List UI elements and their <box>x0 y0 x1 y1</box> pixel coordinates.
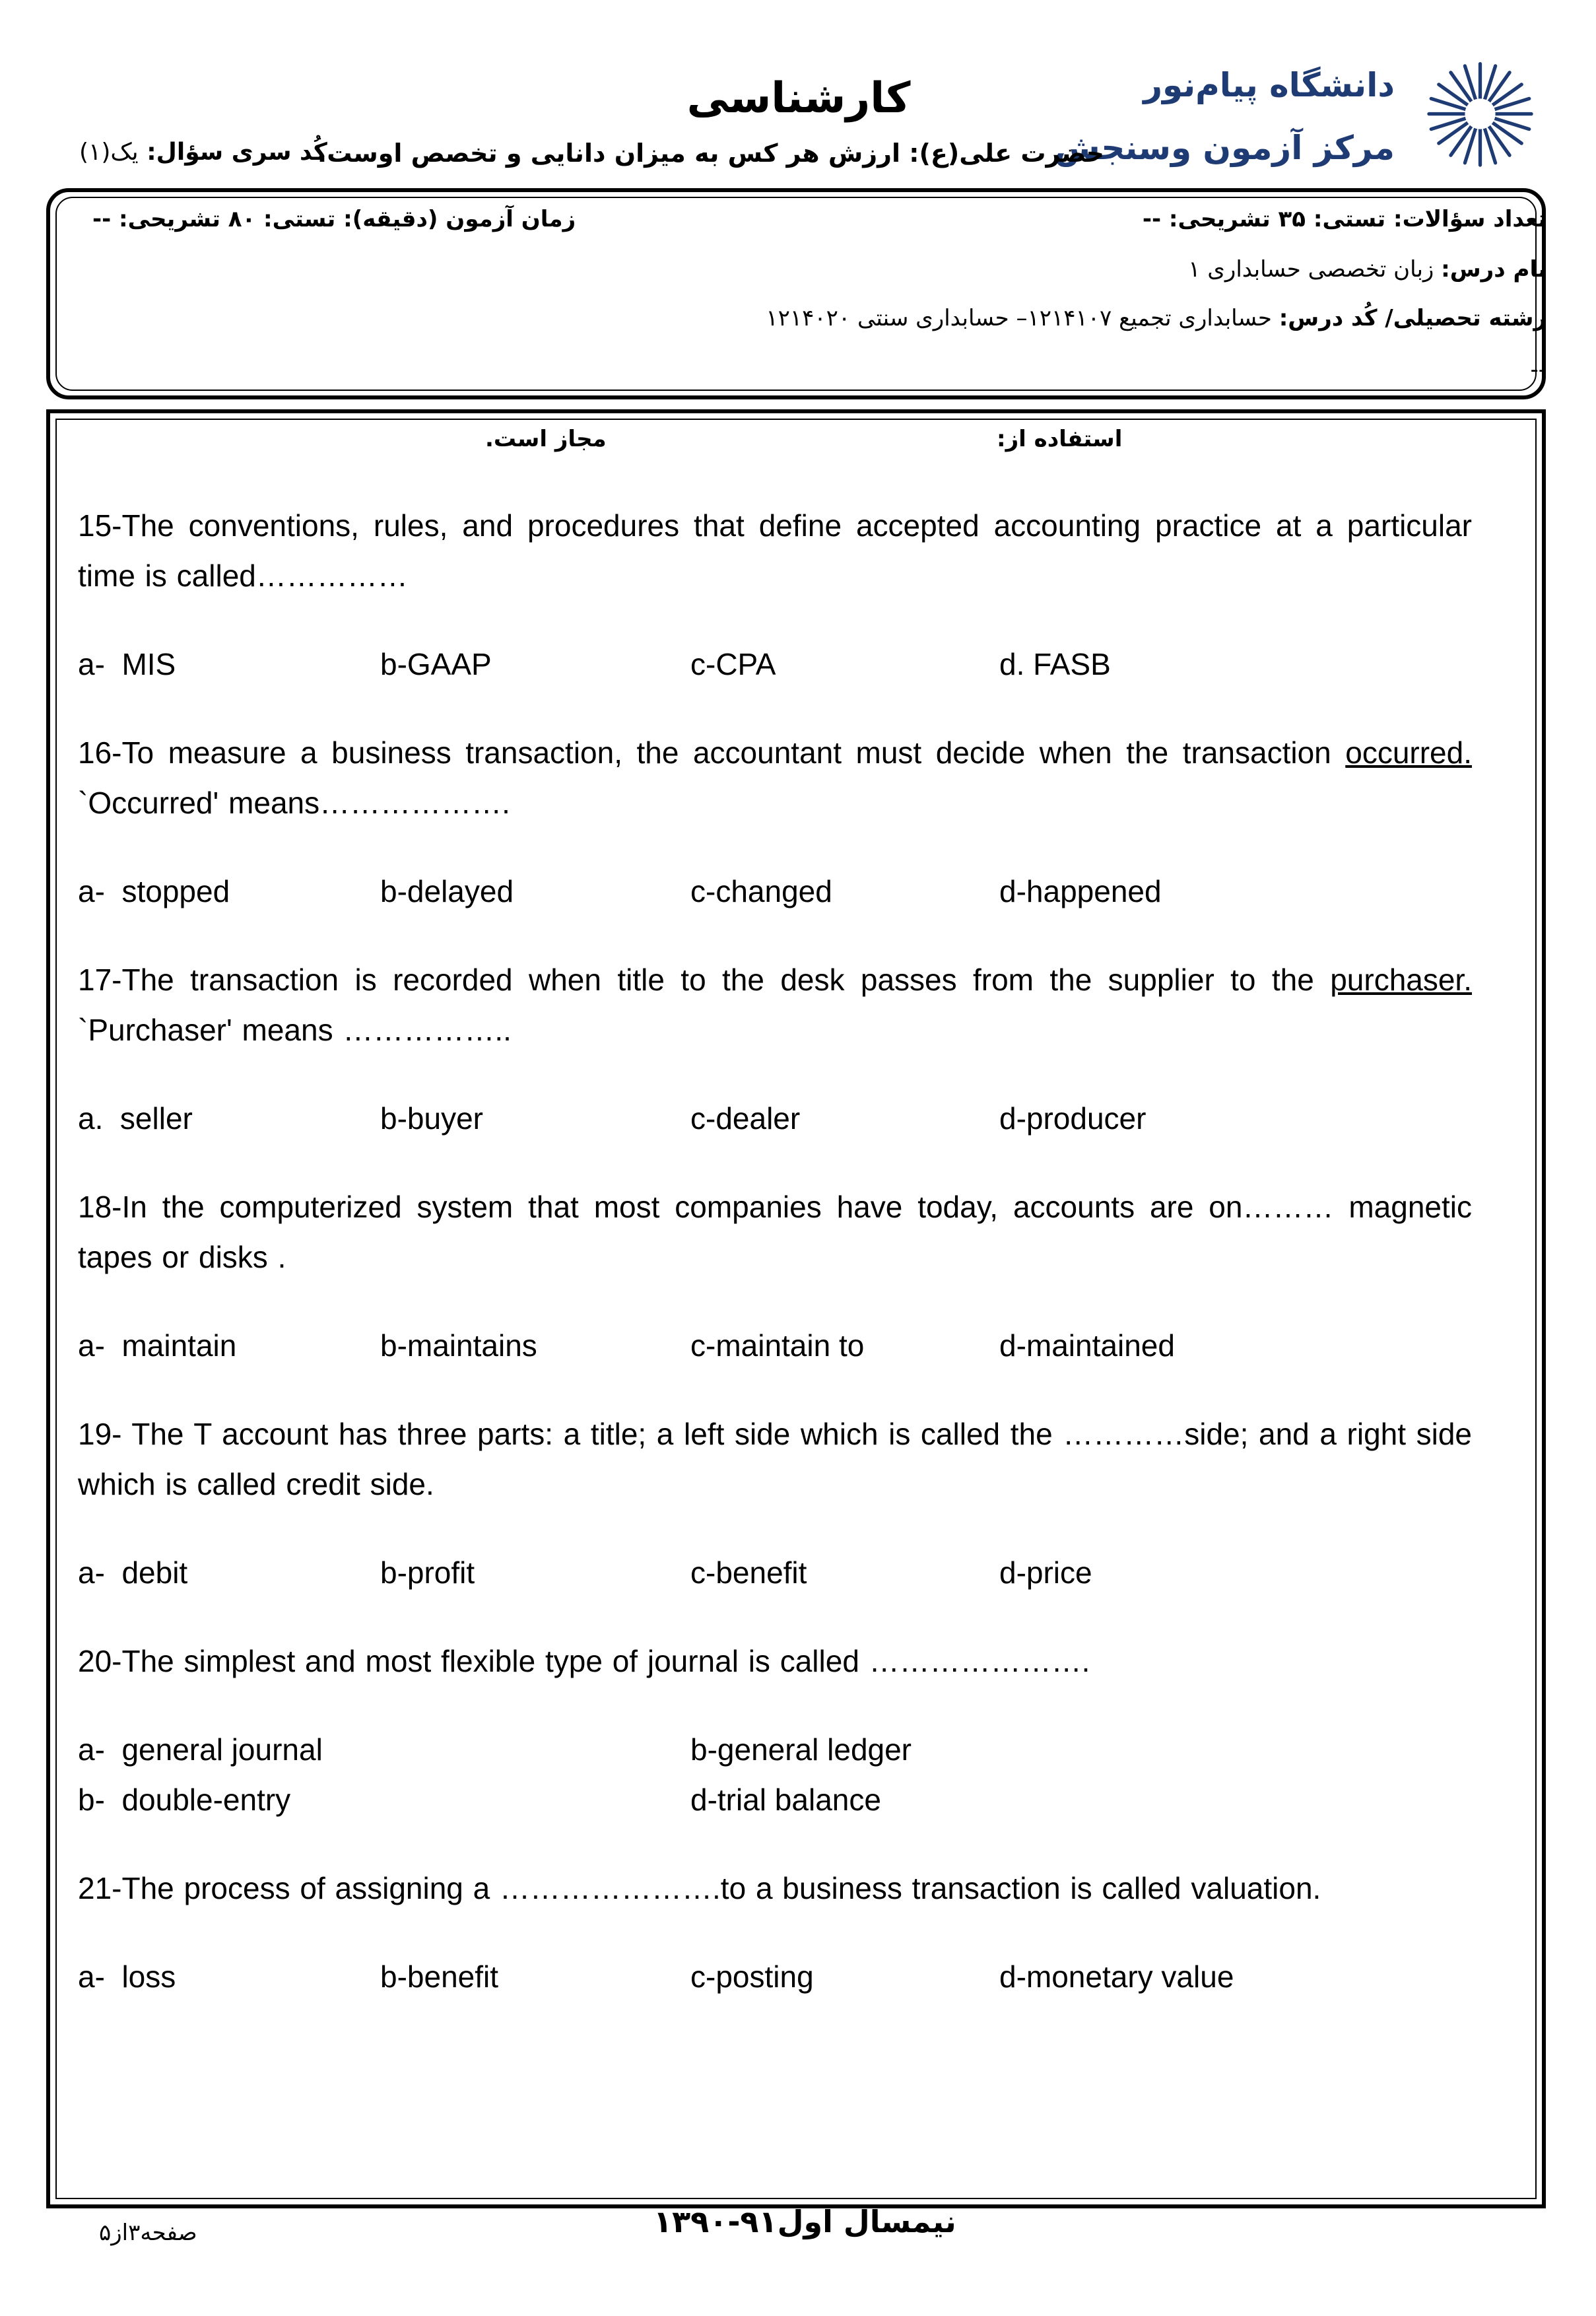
question-20-options <box>78 1724 1472 1825</box>
question-19: 19- The T account has three parts: a title; a left side which is called the …………side; and a right side which is called credit side. <box>78 1417 1472 1501</box>
question-15: 15-The conventions, rules, and procedures that define accepted accounting practice at a particular time is called…………… <box>78 508 1472 593</box>
option-b: b-buyer <box>380 1101 483 1136</box>
question-17-text-end: `Purchaser' means …………….. <box>78 1013 512 1047</box>
option-a: a- maintain <box>78 1328 237 1363</box>
header-quote: حضرت علی(ع): ارزش هر کس به میزان دانایی و تخصص اوست. <box>317 139 1104 168</box>
question-15-options <box>78 639 1472 689</box>
question-21-options <box>78 1952 1472 2002</box>
university-logo-icon <box>1426 59 1535 168</box>
option-d: d-happened <box>999 874 1162 908</box>
option-b: b-GAAP <box>380 647 492 681</box>
semester-label: نیمسال اول۹۱-۱۳۹۰ <box>653 2204 956 2239</box>
option-d: d-price <box>999 1555 1092 1590</box>
field-code-line <box>766 305 1546 331</box>
option-c: c-CPA <box>690 647 776 681</box>
option-d: d-trial balance <box>690 1783 881 1817</box>
option-b: b-general ledger <box>690 1732 912 1767</box>
question-16 <box>78 728 1472 828</box>
question-16-text-end: `Occurred' means………………. <box>78 786 510 820</box>
question-16-options <box>78 866 1472 916</box>
option-d: d-monetary value <box>999 1959 1234 1994</box>
course-name-value: زبان تخصصی حسابداری ۱ <box>1188 256 1434 283</box>
option-a: a- MIS <box>78 647 176 681</box>
option-a: a- stopped <box>78 874 230 908</box>
option-c: c-changed <box>690 874 832 908</box>
option-b: b-profit <box>380 1555 475 1590</box>
option-c: c-posting <box>690 1959 814 1994</box>
option-a: a- loss <box>78 1959 176 1994</box>
assessment-center-name: مرکز آزمون وسنجش <box>1054 129 1395 167</box>
option-a: a. seller <box>78 1101 193 1136</box>
usage-label: استفاده از: <box>997 426 1123 452</box>
question-18-options <box>78 1320 1472 1371</box>
question-17-text-start: 17-The transaction is recorded when title to the desk passes from the supplier to the <box>78 963 1331 997</box>
exam-level-title: کارشناسی <box>686 74 911 123</box>
university-name: دانشگاه پیام‌نور <box>1143 66 1395 104</box>
series-code-label: کُد سری سؤال: <box>147 139 327 166</box>
course-name-label: نام درس: <box>1441 256 1546 283</box>
option-d: d-maintained <box>999 1328 1175 1363</box>
question-17-options <box>78 1093 1472 1143</box>
question-count: تعداد سؤالات: تستی: ۳۵ تشریحی: -- <box>1142 206 1546 232</box>
exam-duration: زمان آزمون (دقیقه): تستی: ۸۰ تشریحی: -- <box>92 206 576 232</box>
field-code-value: حسابداری تجمیع ۱۲۱۴۱۰۷– حسابداری سنتی ۱۲۱۴۰۲۰ <box>766 305 1272 331</box>
option-b: b-benefit <box>380 1959 499 1994</box>
option-d: d. FASB <box>999 647 1111 681</box>
option-c: b- double-entry <box>78 1783 291 1817</box>
option-b: b-maintains <box>380 1328 537 1363</box>
question-16-underlined-word: occurred. <box>1345 735 1472 770</box>
field-extra: -- <box>1530 357 1546 383</box>
question-19-options <box>78 1548 1472 1598</box>
option-c: c-dealer <box>690 1101 801 1136</box>
allowed-label: مجاز است. <box>485 426 607 452</box>
course-name-line <box>1188 256 1546 283</box>
question-16-text-start: 16-To measure a business transaction, the accountant must decide when the transaction <box>78 735 1346 770</box>
question-20: 20-The simplest and most flexible type of journal is called …………………. <box>78 1644 1090 1678</box>
question-17 <box>78 955 1472 1055</box>
option-d: d-producer <box>999 1101 1147 1136</box>
question-21: 21-The process of assigning a ………………….to a business transaction is called valuation. <box>78 1871 1321 1905</box>
option-c: c-maintain to <box>690 1328 865 1363</box>
option-a: a- debit <box>78 1555 188 1590</box>
page-number: صفحه۳از۵ <box>99 2220 197 2246</box>
question-17-underlined-word: purchaser. <box>1330 963 1472 997</box>
field-code-label: رشته تحصیلی/ کُد درس: <box>1279 305 1546 331</box>
questions-list <box>78 500 1472 2040</box>
question-series-code <box>79 139 327 166</box>
option-a: a- general journal <box>78 1732 323 1767</box>
question-18: 18-In the computerized system that most companies have today, accounts are on……… magnetic tapes or disks . <box>78 1190 1472 1274</box>
option-c: c-benefit <box>690 1555 807 1590</box>
option-b: b-delayed <box>380 874 514 908</box>
series-code-value: یک(۱) <box>79 139 139 166</box>
